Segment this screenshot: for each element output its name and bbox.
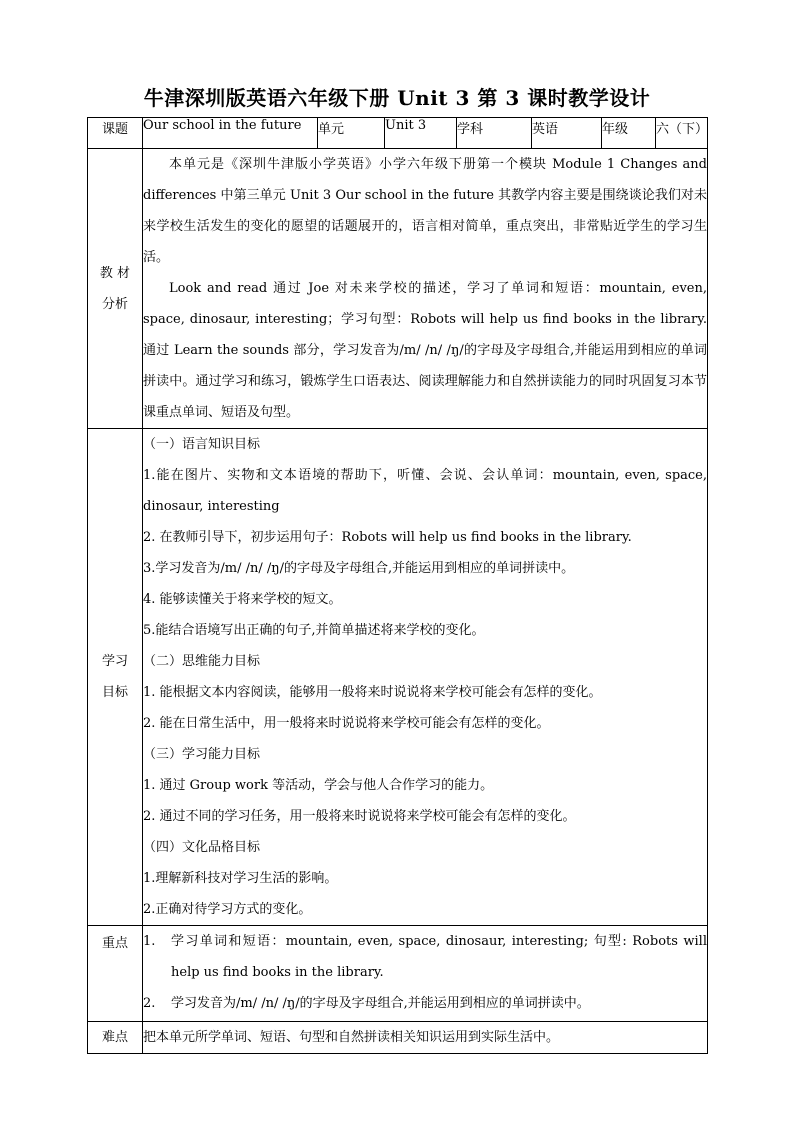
objectives-content — [143, 429, 708, 926]
difficulties-text: 把本单元所学单词、短语、句型和自然拼读相关知识运用到实际生活中。 — [143, 1030, 560, 1045]
subject-label: 学科 — [457, 118, 532, 149]
key-point-text: 学习发音为/m/ /n/ /ŋ/的字母及字母组合,并能运用到相应的单词拼读中。 — [171, 996, 590, 1011]
key-point-item — [143, 988, 707, 1019]
topic-value: Our school in the future — [143, 118, 318, 149]
objective-line: （三）学习能力目标 — [143, 747, 261, 762]
objective-line: 1.理解新科技对学习生活的影响。 — [143, 871, 338, 886]
subject-value: 英语 — [532, 118, 602, 149]
key-point-item — [143, 926, 707, 988]
objective-line: 3.学习发音为/m/ /n/ /ŋ/的字母及字母组合,并能运用到相应的单词拼读中。 — [143, 561, 575, 576]
objectives-label-line2: 目标 — [101, 685, 128, 700]
analysis-paragraph-1: 本单元是《深圳牛津版小学英语》小学六年级下册第一个模块 Module 1 Changes and differences 中第三单元 Unit 3 Our school in the future 其教学内容主要是围绕谈论我们对未来学校生活发生的变化的愿望的话题展开的，语言相对简单，重点突出，非常贴近学生的学习生活。 — [143, 157, 707, 265]
objective-line: （四）文化品格目标 — [143, 840, 261, 855]
objective-line: 1.能在图片、实物和文本语境的帮助下，听懂、会说、会认单词：mountain, even, space, dinosaur, interesting — [143, 468, 707, 514]
key-points-label: 重点 — [88, 926, 143, 1022]
key-point-number: 2. — [143, 996, 156, 1011]
objectives-label — [88, 429, 143, 926]
key-point-text: 学习单词和短语：mountain, even, space, dinosaur, interesting; 句型: Robots will help us find books in the library. — [171, 934, 707, 980]
key-point-number: 1. — [143, 934, 156, 949]
objective-line: 1. 能根据文本内容阅读，能够用一般将来时说说将来学校可能会有怎样的变化。 — [143, 685, 602, 700]
key-points-content — [143, 926, 708, 1022]
lesson-plan-table — [87, 117, 708, 1054]
grade-label: 年级 — [602, 118, 656, 149]
objectives-label-line1: 学习 — [101, 654, 128, 669]
topic-label: 课题 — [88, 118, 143, 149]
difficulties-label: 难点 — [88, 1022, 143, 1054]
difficulties-content — [143, 1022, 708, 1054]
objective-line: 2.正确对待学习方式的变化。 — [143, 902, 312, 917]
page-title: 牛津深圳版英语六年级下册 Unit 3 第 3 课时教学设计 — [143, 86, 651, 110]
header-row — [88, 118, 708, 149]
difficulties-row — [88, 1022, 708, 1054]
grade-value: 六（下） — [656, 118, 708, 149]
objective-line: 2. 在教师引导下，初步运用句子：Robots will help us find books in the library. — [143, 530, 632, 545]
analysis-content — [143, 149, 708, 429]
analysis-label — [88, 149, 143, 429]
analysis-row — [88, 149, 708, 429]
objective-line: 2. 通过不同的学习任务，用一般将来时说说将来学校可能会有怎样的变化。 — [143, 809, 576, 824]
objective-line: （二）思维能力目标 — [143, 654, 261, 669]
key-points-row — [88, 926, 708, 1022]
objective-line: 4. 能够读懂关于将来学校的短文。 — [143, 592, 342, 607]
unit-value: Unit 3 — [385, 118, 457, 149]
objective-line: （一）语言知识目标 — [143, 437, 261, 452]
analysis-paragraph-2: Look and read 通过 Joe 对未来学校的描述，学习了单词和短语：mountain, even, space, dinosaur, interesting；学习句型：Robots will help us find books in the library. 通过 Learn the sounds 部分，学习发音为/m/ /n/ /ŋ/的字母及字母组合,并能运用到相应的单词拼读中。通过学习和练习，锻炼学生口语表达、阅读理解能力和自然拼读能力的同时巩固复习本节课重点单词、短语及句型。 — [143, 281, 707, 420]
objective-line: 1. 通过 Group work 等活动，学会与他人合作学习的能力。 — [143, 778, 494, 793]
analysis-label-line2: 分析 — [101, 296, 128, 312]
analysis-label-line1: 教 材 — [99, 265, 131, 281]
objective-line: 2. 能在日常生活中，用一般将来时说说将来学校可能会有怎样的变化。 — [143, 716, 550, 731]
unit-label: 单元 — [318, 118, 385, 149]
objectives-row — [88, 429, 708, 926]
objective-line: 5.能结合语境写出正确的句子,并简单描述将来学校的变化。 — [143, 623, 485, 638]
